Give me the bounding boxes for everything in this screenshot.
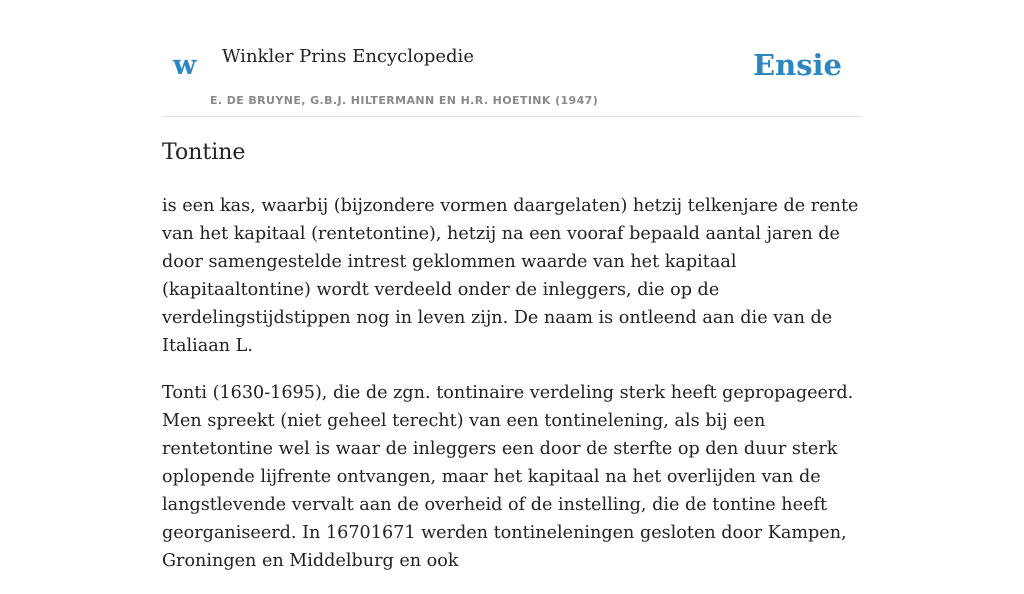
article-paragraph: Tonti (1630-1695), die de zgn. tontinaire verdeling sterk heeft gepropageerd. Men spreekt (niet geheel terecht) van een tontinelening, als bij een rentetontine wel is waar de inleggers een door de sterfte op den duur sterk oplopende lijfrente ontvangen, maar het kapitaal na het overlijden van de langstlevende vervalt aan de overheid of de instelling, die de tontine heeft georganiseerd. In 16701671 werden tontineleningen gesloten door Kampen, Groningen en Middelburg en ook bbox=[162, 383, 854, 571]
ensie-brand-logo[interactable]: Ensie bbox=[753, 48, 842, 82]
publication-title[interactable]: Winkler Prins Encyclopedie bbox=[222, 46, 474, 67]
publication-authors: E. DE BRUYNE, G.B.J. HILTERMANN EN H.R. HOETINK (1947) bbox=[210, 94, 599, 107]
publication-logo-icon[interactable]: w bbox=[173, 50, 197, 81]
article-paragraph: is een kas, waarbij (bijzondere vormen daargelaten) hetzij telkenjare de rente van het kapitaal (rentetontine), hetzij na een vooraf bepaald aantal jaren de door samengestelde intrest geklommen waarde van het kapitaal (kapitaaltontine) wordt verdeeld onder de inleggers, die op de verdelingstijdstippen nog in leven zijn. De naam is ontleend aan die van de Italiaan L. bbox=[162, 196, 859, 356]
article-title: Tontine bbox=[162, 140, 246, 165]
site-header bbox=[162, 0, 862, 117]
article-body bbox=[162, 192, 862, 594]
